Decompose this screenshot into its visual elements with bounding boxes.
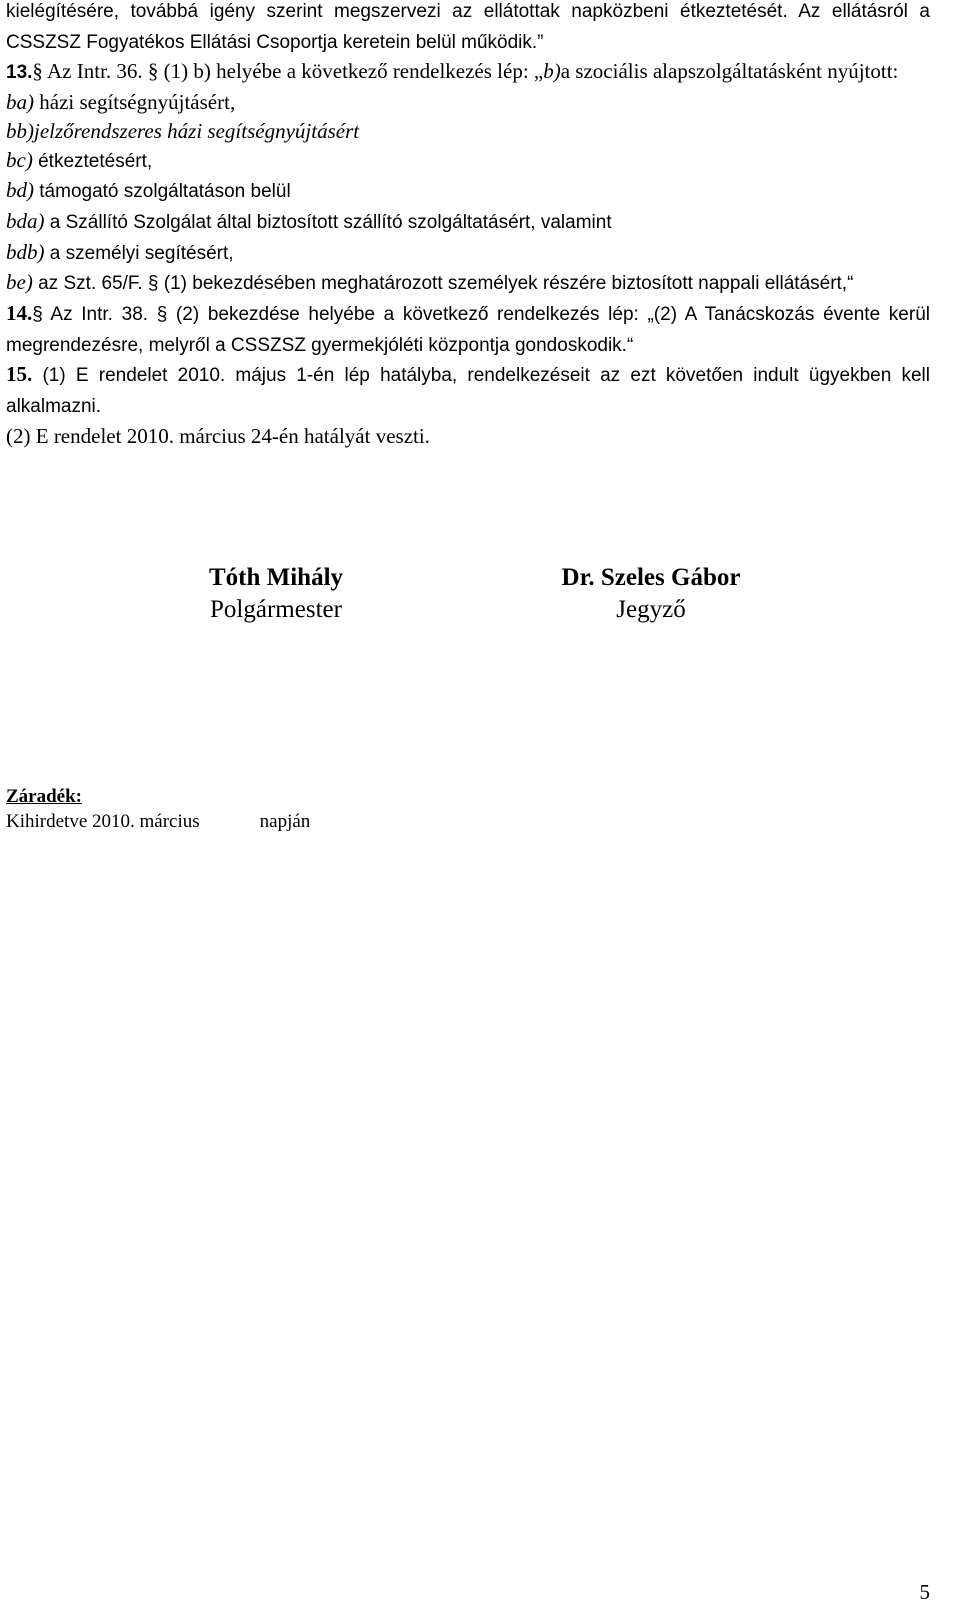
signature-left-name: Tóth Mihály [208,564,344,591]
document-body [6,0,930,451]
paragraph-13-section: § Az Intr. 36. [32,59,143,84]
item-bd-text: támogató szolgáltatáson belül [34,181,291,203]
item-bda-label: bda) [6,208,45,233]
page-number: 5 [919,1580,930,1604]
paragraph-13-text-b: b) [543,59,561,84]
item-bdb-text: a személyi segítésért, [44,242,234,264]
paragraph-14-number: 14. [6,301,33,326]
paragraph-15-text: (1) E rendelet 2010. május 1-én lép hatályba, rendelkezéseit az ezt követően indult ügyekben kell alkalmazni. [6,365,930,418]
item-ba [6,88,930,117]
paragraph-15 [6,360,930,421]
item-bb [6,117,930,146]
item-bda [6,207,930,238]
signature-right-name: Dr. Szeles Gábor [561,564,741,591]
item-ba-text: házi segítségnyújtásért, [34,90,236,115]
paragraph-15-2 [6,422,930,451]
zaradek-text-b: napján [259,811,311,832]
paragraph-14-text: § Az Intr. 38. § (2) bekezdése helyébe a következő rendelkezés lép: „(2) A Tanácskozás évente kerül megrendezésre, melyről a CSSZSZ gyermekjóléti központja gondoskodik.“ [6,304,930,356]
item-bb-text: bb)jelzőrendszeres házi segítségnyújtásért [6,118,360,143]
zaradek-block [6,784,310,834]
item-bc [6,146,930,177]
signature-left [176,562,376,626]
signature-right [526,562,776,626]
paragraph-13-text-c: a szociális alapszolgáltatásként nyújtott: [560,59,899,84]
item-bdb [6,238,930,269]
zaradek-text-a: Kihirdetve 2010. március [6,811,200,832]
signature-right-role: Jegyző [616,596,686,623]
paragraph-15-2-text: (2) E rendelet 2010. március 24-én hatályát veszti. [6,423,430,448]
intro-text-b: Az ellátásról a CSSZSZ Fogyatékos Ellátási Csoportja keretein belül működik.” [6,1,930,53]
zaradek-title: Záradék: [6,786,82,807]
item-bc-label: bc) [6,147,33,172]
item-bd-label: bd) [6,178,34,203]
paragraph-13 [6,57,930,88]
zaradek-line [6,809,310,834]
signature-left-role: Polgármester [210,596,342,623]
item-bda-text: a Szállító Szolgálat által biztosított szállító szolgáltatásért, valamint [44,211,612,233]
paragraph-13-text-a: § (1) b) helyébe a következő rendelkezés lép: „ [142,59,544,84]
intro-text-a: kielégítésére, továbbá igény szerint megszervezi az ellátottak napközbeni étkeztetését. [6,1,788,22]
paragraph-intro [6,0,930,57]
item-be [6,268,930,299]
item-be-text: az Szt. 65/F. § (1) bekezdésében meghatározott személyek részére biztosított nappali ellátásért,“ [32,273,854,295]
item-bdb-label: bdb) [6,239,45,264]
item-be-label: be) [6,270,33,295]
paragraph-14 [6,299,930,360]
paragraph-15-number: 15. [6,362,33,387]
item-bc-text: étkeztetésért, [32,150,153,172]
item-ba-label: ba) [6,90,34,115]
paragraph-13-number: 13. [6,62,33,84]
item-bd [6,176,930,207]
